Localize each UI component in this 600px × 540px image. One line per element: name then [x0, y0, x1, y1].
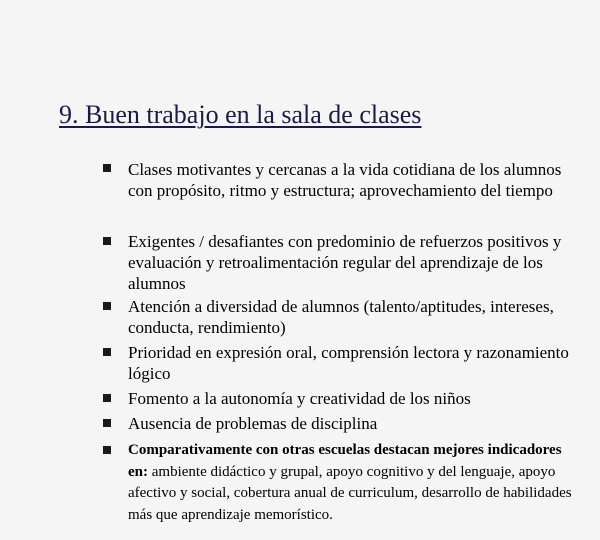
bullet-text: Atención a diversidad de alumnos (talento/aptitudes, intereses, conducta, rendimiento): [128, 297, 554, 337]
square-bullet-icon: [103, 419, 111, 427]
square-bullet-icon: [103, 446, 111, 454]
square-bullet-icon: [103, 348, 111, 356]
bullet-body-text: ambiente didáctico y grupal, apoyo cognitivo y del lenguaje, apoyo afectivo y social, cobertura anual de curriculum, desarrollo de habilidades más que aprendizaje memorístico.: [128, 463, 572, 523]
bullet-text: [128, 440, 578, 526]
bullet-text: Fomento a la autonomía y creatividad de los niños: [128, 389, 471, 408]
square-bullet-icon: [103, 394, 111, 402]
bullet-lead-text: Comparativamente con otras escuelas destacan mejores indicadores en:: [128, 442, 562, 480]
bullet-text: Exigentes / desafiantes con predominio de refuerzos positivos y evaluación y retroalimentación regular del aprendizaje de los alumnos: [128, 232, 562, 293]
slide-title: 9. Buen trabajo en la sala de clases: [59, 100, 422, 129]
square-bullet-icon: [103, 164, 111, 172]
bullet-text: Clases motivantes y cercanas a la vida cotidiana de los alumnos con propósito, ritmo y estructura; aprovechamiento del tiempo: [128, 160, 562, 200]
square-bullet-icon: [103, 237, 111, 245]
bullet-text: Ausencia de problemas de disciplina: [128, 414, 378, 433]
square-bullet-icon: [103, 302, 111, 310]
bullet-text: Prioridad en expresión oral, comprensión lectora y razonamiento lógico: [128, 343, 569, 383]
